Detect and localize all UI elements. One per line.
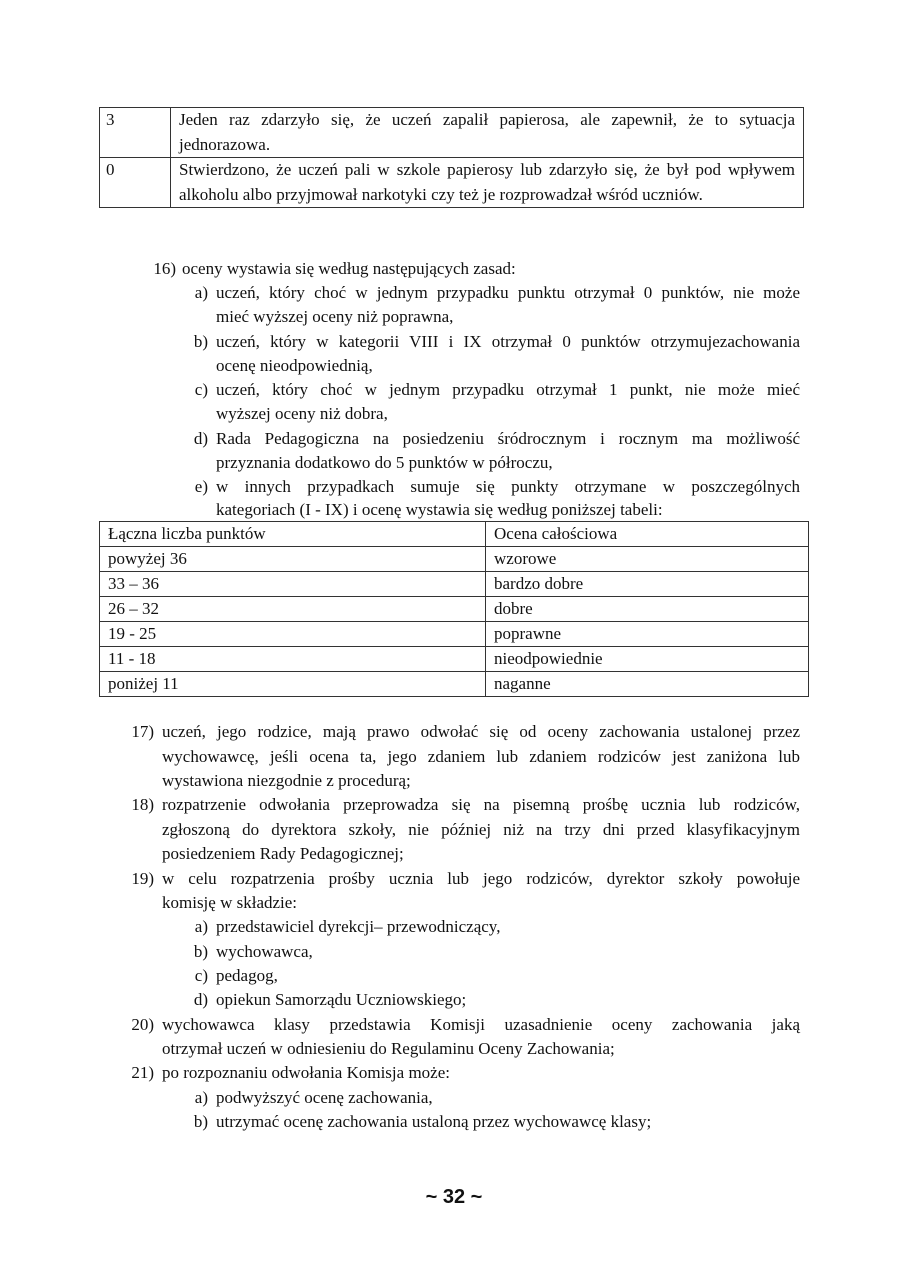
subitem-letter: c) xyxy=(194,966,208,985)
item-text: oceny wystawia się według następujących zasad: xyxy=(182,259,516,278)
range-cell: poniżej 11 xyxy=(100,672,486,697)
subitem-text: uczeń, który w kategorii VIII i IX otrzymał 0 punktów otrzymujezachowania xyxy=(216,332,800,351)
item-text: w celu rozpatrzenia prośby ucznia lub jego rodziców, dyrektor szkoły powołuje xyxy=(162,869,800,888)
item-text: otrzymał uczeń w odniesieniu do Regulaminu Oceny Zachowania; xyxy=(162,1039,615,1058)
subitem-text: mieć wyższej oceny niż poprawna, xyxy=(216,307,454,326)
points-cell: 3 xyxy=(100,108,171,158)
table-row xyxy=(100,547,809,572)
subitem-letter: d) xyxy=(193,990,208,1009)
description-cell: Stwierdzono, że uczeń pali w szkole papierosy lub zdarzyło się, że był pod wpływem alkoholu albo przyjmował narkotyki czy też je rozprowadzał wśród uczniów. xyxy=(171,158,804,208)
points-cell: 0 xyxy=(100,158,171,208)
item-text: rozpatrzenie odwołania przeprowadza się na pisemną prośbę ucznia lub rodziców, xyxy=(162,795,800,814)
subitem-letter: d) xyxy=(193,429,208,448)
item-text: komisję w składzie: xyxy=(162,893,298,912)
subitem-text: opiekun Samorządu Uczniowskiego; xyxy=(216,990,467,1009)
table-row xyxy=(100,158,804,208)
page-number: ~ 32 ~ xyxy=(425,1186,483,1208)
subitem-text: uczeń, który choć w jednym przypadku punktu otrzymał 0 punktów, nie może xyxy=(216,283,800,302)
grade-cell: wzorowe xyxy=(486,547,809,572)
subitem-letter: b) xyxy=(193,332,208,351)
table-row xyxy=(100,647,809,672)
header-cell: Łączna liczba punktów xyxy=(100,522,486,547)
grade-cell: dobre xyxy=(486,597,809,622)
points-table xyxy=(99,521,809,697)
subitem-text: przyznania dodatkowo do 5 punktów w półroczu, xyxy=(216,453,553,472)
item-number: 17) xyxy=(131,722,154,741)
subitem-letter: c) xyxy=(194,380,208,399)
item-number: 19) xyxy=(131,869,154,888)
item-number: 16) xyxy=(153,259,176,278)
table-row xyxy=(100,622,809,647)
item-text: po rozpoznaniu odwołania Komisja może: xyxy=(162,1063,450,1082)
table-row xyxy=(100,597,809,622)
item-text: wychowawca klasy przedstawia Komisji uzasadnienie oceny zachowania jaką xyxy=(162,1015,800,1034)
item-text: uczeń, jego rodzice, mają prawo odwołać się od oceny zachowania ustalonej przez xyxy=(162,722,800,741)
subitem-letter: b) xyxy=(193,942,208,961)
subitem-letter: e) xyxy=(194,477,208,496)
item-number: 18) xyxy=(131,795,154,814)
item-number: 21) xyxy=(131,1063,154,1082)
subitem-text: wyższej oceny niż dobra, xyxy=(216,404,388,423)
subitem-text: podwyższyć ocenę zachowania, xyxy=(216,1088,433,1107)
grade-cell: naganne xyxy=(486,672,809,697)
range-cell: 11 - 18 xyxy=(100,647,486,672)
subitem-text: uczeń, który choć w jednym przypadku otrzymał 1 punkt, nie może mieć xyxy=(216,380,800,399)
item-number: 20) xyxy=(131,1015,154,1034)
table-row xyxy=(100,672,809,697)
item-text: wychowawcę, jeśli ocena ta, jego zdaniem lub zdaniem rodziców jest zaniżona lub xyxy=(162,747,800,766)
subitem-letter: b) xyxy=(193,1112,208,1131)
subitem-text: utrzymać ocenę zachowania ustaloną przez wychowawcę klasy; xyxy=(216,1112,652,1131)
description-cell: Jeden raz zdarzyło się, że uczeń zapalił papierosa, ale zapewnił, że to sytuacja jednorazowa. xyxy=(171,108,804,158)
subitem-text: Rada Pedagogiczna na posiedzeniu śródrocznym i rocznym ma możliwość xyxy=(216,429,800,448)
subitem-text: przedstawiciel dyrekcji– przewodniczący, xyxy=(216,917,501,936)
subitem-text: wychowawca, xyxy=(216,942,313,961)
subitem-text: pedagog, xyxy=(216,966,278,985)
subitem-letter: a) xyxy=(194,917,208,936)
grade-cell: bardzo dobre xyxy=(486,572,809,597)
item-text: wystawiona niezgodnie z procedurą; xyxy=(162,771,411,790)
item-text: posiedzeniem Rady Pedagogicznej; xyxy=(162,844,404,863)
table-row xyxy=(100,108,804,158)
range-cell: powyżej 36 xyxy=(100,547,486,572)
item-text: zgłoszoną do dyrektora szkoły, nie później niż na trzy dni przed klasyfikacyjnym xyxy=(162,820,800,839)
subitem-text: w innych przypadkach sumuje się punkty otrzymane w poszczególnych xyxy=(216,477,800,496)
subitem-text: ocenę nieodpowiednią, xyxy=(216,356,373,375)
table-row xyxy=(100,572,809,597)
grade-cell: poprawne xyxy=(486,622,809,647)
subitem-letter: a) xyxy=(194,1088,208,1107)
subitem-text: kategoriach (I - IX) i ocenę wystawia się według poniższej tabeli: xyxy=(216,500,663,519)
range-cell: 33 – 36 xyxy=(100,572,486,597)
range-cell: 19 - 25 xyxy=(100,622,486,647)
subitem-letter: a) xyxy=(194,283,208,302)
grade-cell: nieodpowiednie xyxy=(486,647,809,672)
header-cell: Ocena całościowa xyxy=(486,522,809,547)
range-cell: 26 – 32 xyxy=(100,597,486,622)
table-header-row xyxy=(100,522,809,547)
score-table xyxy=(99,107,804,208)
